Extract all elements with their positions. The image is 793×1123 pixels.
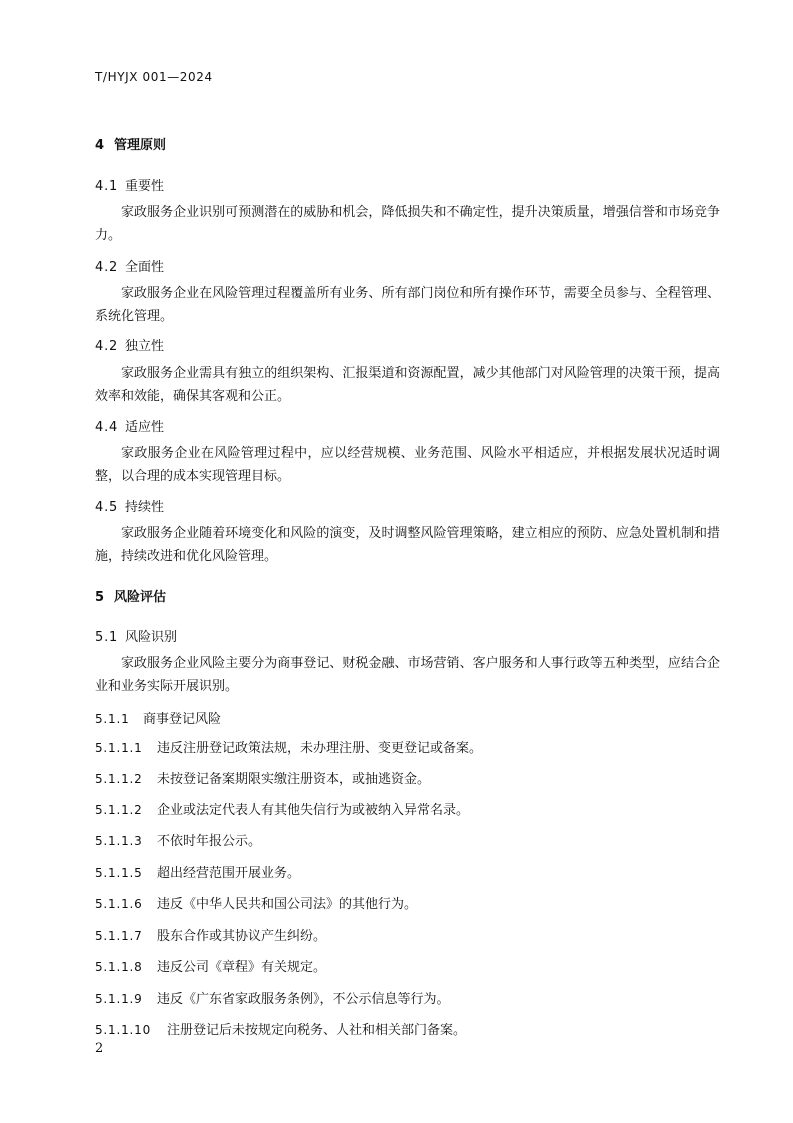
clause-item [95,737,720,756]
section-4-1-text: 家政服务企业识别可预测潜在的威胁和机会，降低损失和不确定性，提升决策质量，增强信誉和市场竞争力。 [95,205,720,243]
clause-text: 违反《中华人民共和国公司法》的其他行为。 [157,897,418,912]
clause-text: 企业或法定代表人有其他失信行为或被纳入异常名录。 [157,803,470,818]
chapter-4-heading [95,134,166,153]
section-4-5-text: 家政服务企业随着环境变化和风险的演变，及时调整风险管理策略，建立相应的预防、应急处置机制和措施，持续改进和优化风险管理。 [95,526,720,564]
subsection-title: 商事登记风险 [143,712,222,727]
section-4-4-heading [95,416,164,435]
clause-number: 5.1.1.6 [95,897,143,911]
clause-number: 5.1.1.1 [95,741,143,755]
section-title: 独立性 [125,339,165,354]
section-title: 风险识别 [125,630,178,645]
section-4-2b-heading [95,335,164,354]
section-4-4-text: 家政服务企业在风险管理过程中，应以经营规模、业务范围、风险水平相适应，并根据发展状况适时调整，以合理的成本实现管理目标。 [95,446,720,484]
clause-item [95,862,720,881]
section-number: 4.4 [95,420,119,435]
section-number: 4.5 [95,500,119,515]
section-4-1-heading [95,175,164,194]
section-title: 适应性 [125,420,165,435]
section-number: 5.1 [95,630,119,645]
section-title: 全面性 [125,260,165,275]
section-number: 4.1 [95,179,119,194]
section-4-2b-text: 家政服务企业需具有独立的组织架构、汇报渠道和资源配置，减少其他部门对风险管理的决策干预，提高效率和效能，确保其客观和公正。 [95,366,720,404]
clause-text: 不依时年报公示。 [157,834,262,849]
page-number: 2 [95,1041,104,1056]
clause-item [95,768,720,787]
clause-number: 5.1.1.10 [95,1023,152,1037]
clause-number: 5.1.1.7 [95,929,143,943]
clause-number: 5.1.1.2 [95,772,143,786]
clause-text: 违反公司《章程》有关规定。 [157,960,327,975]
section-4-5-heading [95,496,164,515]
clause-item [95,1019,720,1038]
clause-item [95,956,720,975]
subsection-5-1-1-heading [95,708,221,727]
chapter-title: 风险评估 [114,590,167,605]
clause-text: 注册登记后未按规定向税务、人社和相关部门备案。 [167,1023,467,1038]
clause-item [95,925,720,944]
section-5-1-text: 家政服务企业风险主要分为商事登记、财税金融、市场营销、客户服务和人事行政等五种类型，应结合企业和业务实际开展识别。 [95,656,720,694]
chapter-5-heading [95,586,166,605]
chapter-number: 5 [95,590,105,605]
clause-number: 5.1.1.2 [95,803,143,817]
clause-item [95,988,720,1007]
section-4-2-heading [95,256,164,275]
clause-text: 超出经营范围开展业务。 [157,866,301,881]
clause-text: 未按登记备案期限实缴注册资本，或抽逃资金。 [157,772,431,787]
section-5-1-heading [95,626,177,645]
clause-number: 5.1.1.3 [95,834,143,848]
section-number: 4.2 [95,339,119,354]
section-number: 4.2 [95,260,119,275]
clause-item [95,799,720,818]
clause-item [95,830,720,849]
standard-code-header: T/HYJX 001—2024 [95,70,213,84]
chapter-number: 4 [95,138,105,153]
clause-number: 5.1.1.5 [95,866,143,880]
clause-text: 股东合作或其协议产生纠纷。 [157,929,327,944]
section-title: 持续性 [125,500,165,515]
section-4-2-text: 家政服务企业在风险管理过程覆盖所有业务、所有部门岗位和所有操作环节，需要全员参与、全程管理、系统化管理。 [95,286,720,324]
clause-item [95,893,720,912]
clause-number: 5.1.1.9 [95,992,143,1006]
clause-number: 5.1.1.8 [95,960,143,974]
clause-text: 违反注册登记政策法规，未办理注册、变更登记或备案。 [157,741,483,756]
clause-text: 违反《广东省家政服务条例》，不公示信息等行为。 [157,992,450,1007]
section-title: 重要性 [125,179,165,194]
chapter-title: 管理原则 [114,138,167,153]
subsection-number: 5.1.1 [95,712,130,726]
